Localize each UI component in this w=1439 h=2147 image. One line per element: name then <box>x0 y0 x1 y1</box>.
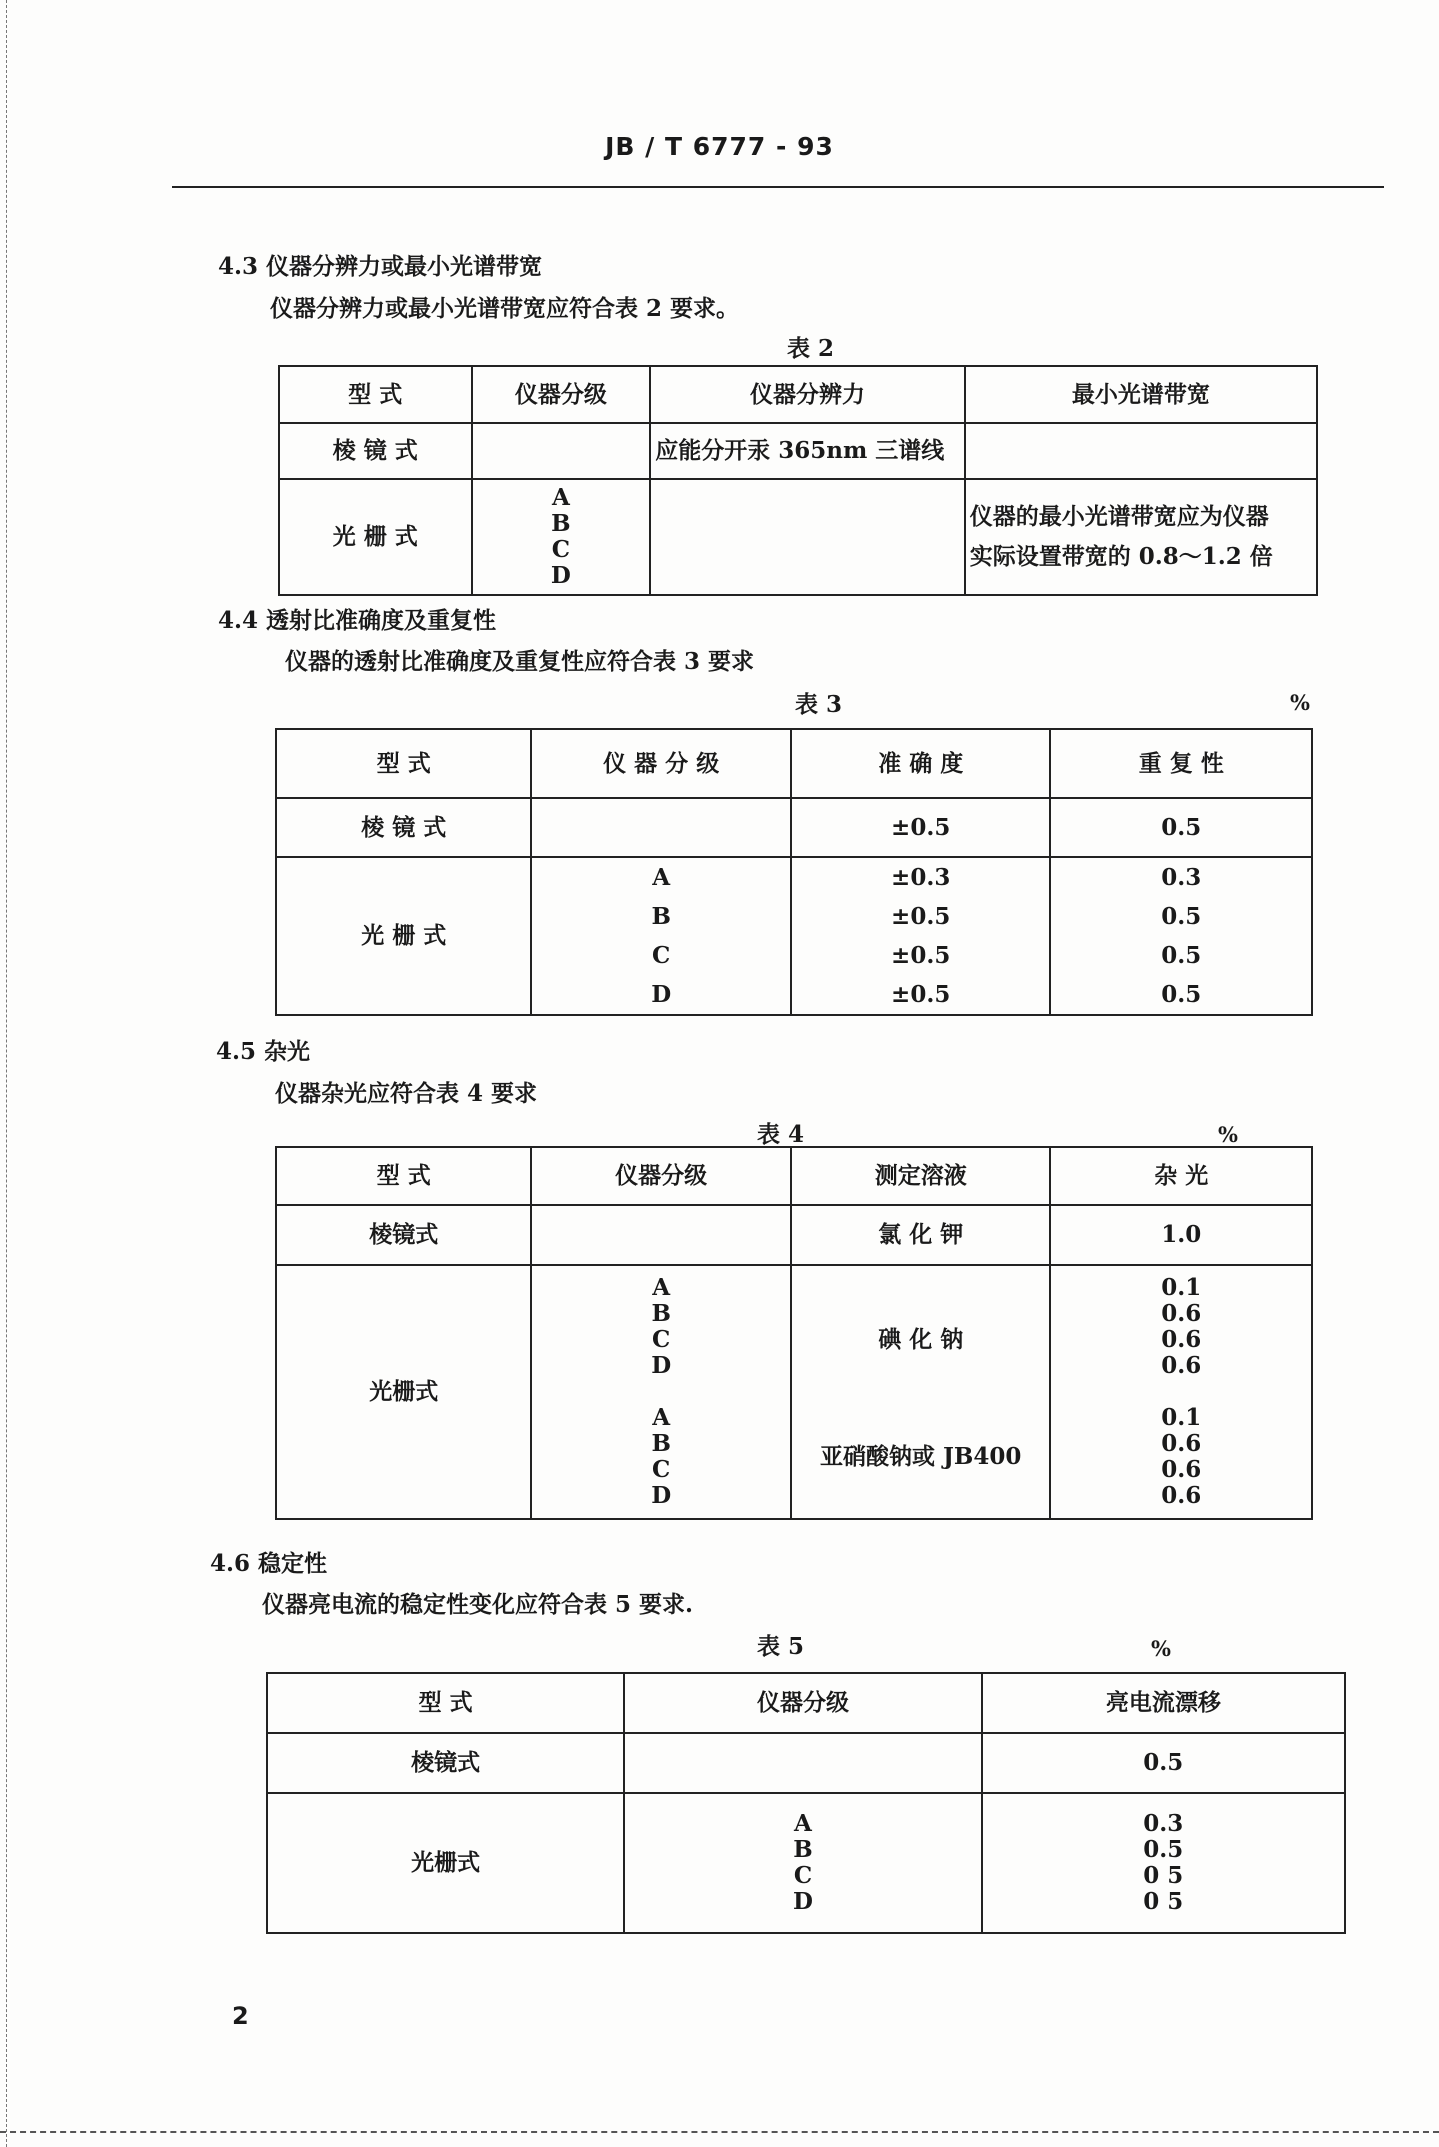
stray1-c: 0.6 <box>1161 1326 1202 1353</box>
section-4-5-heading: 4.5 杂光 <box>216 1038 311 1065</box>
section-4-6-heading: 4.6 稳定性 <box>210 1550 328 1577</box>
table-3 <box>275 728 1313 1016</box>
table-3-prism-accuracy: ±0.5 <box>791 798 1051 857</box>
section-4-5-paragraph: 仪器杂光应符合表 4 要求 <box>275 1080 538 1107</box>
grade-b: B <box>651 903 671 930</box>
table-2-header-type: 型 式 <box>279 366 472 423</box>
drift-a: 0.3 <box>1143 1810 1184 1837</box>
table-2-grating-grades <box>472 479 651 595</box>
table-4-caption: 表 4 <box>757 1121 805 1148</box>
repeat-a: 0.3 <box>1161 864 1202 891</box>
grade-d: D <box>792 1888 813 1915</box>
stray2-d: 0.6 <box>1161 1482 1202 1509</box>
table-2-grating-type: 光 栅 式 <box>279 479 472 595</box>
table-3-prism-type: 棱 镜 式 <box>276 798 531 857</box>
table-5-grating-drift <box>982 1793 1345 1933</box>
table-4-prism-grade <box>531 1205 790 1265</box>
repeat-b: 0.5 <box>1161 903 1202 930</box>
table-5-caption: 表 5 <box>757 1633 805 1660</box>
table-2 <box>278 365 1318 596</box>
table-5-header-grade: 仪器分级 <box>624 1673 981 1733</box>
grade-d: D <box>651 1482 672 1509</box>
table-3-caption: 表 3 <box>795 691 843 718</box>
table-2-header-bandwidth: 最小光谱带宽 <box>965 366 1317 423</box>
grade-c: C <box>793 1862 813 1889</box>
section-4-4-paragraph: 仪器的透射比准确度及重复性应符合表 3 要求 <box>285 648 755 675</box>
table-5-grating-grades <box>624 1793 981 1933</box>
drift-b: 0.5 <box>1143 1836 1184 1863</box>
table-2-prism-grade <box>472 423 651 479</box>
accuracy-b: ±0.5 <box>891 903 951 930</box>
table-3-prism-grade <box>531 798 790 857</box>
accuracy-c: ±0.5 <box>891 942 951 969</box>
solution-nano2: 亚硝酸钠或 JB400 <box>820 1443 1022 1470</box>
table-3-grating-grades <box>531 857 790 1015</box>
grade-b: B <box>551 510 571 537</box>
table-4-header-stray: 杂 光 <box>1050 1147 1312 1205</box>
accuracy-a: ±0.3 <box>891 864 951 891</box>
table-5-grating-type: 光栅式 <box>267 1793 624 1933</box>
stray2-b: 0.6 <box>1161 1430 1202 1457</box>
repeat-d: 0.5 <box>1161 981 1202 1008</box>
table-3-grating-accuracy <box>791 857 1051 1015</box>
accuracy-d: ±0.5 <box>891 981 951 1008</box>
table-4-unit: % <box>1218 1122 1238 1147</box>
stray1-b: 0.6 <box>1161 1300 1202 1327</box>
drift-c: 0 5 <box>1143 1862 1184 1889</box>
table-4-prism-stray: 1.0 <box>1050 1205 1312 1265</box>
table-4-prism-solution: 氯 化 钾 <box>791 1205 1051 1265</box>
section-4-4-heading: 4.4 透射比准确度及重复性 <box>218 607 497 634</box>
section-4-3-heading: 4.3 仪器分辨力或最小光谱带宽 <box>218 253 543 280</box>
stray2-a: 0.1 <box>1161 1404 1202 1431</box>
table-2-caption: 表 2 <box>787 335 835 362</box>
stray1-d: 0.6 <box>1161 1352 1202 1379</box>
document-header: JB / T 6777 - 93 <box>605 132 834 161</box>
stray2-c: 0.6 <box>1161 1456 1202 1483</box>
grade-b: B <box>651 1430 671 1457</box>
table-4-grating-type: 光栅式 <box>276 1265 531 1519</box>
table-3-prism-repeat: 0.5 <box>1050 798 1312 857</box>
table-5-prism-type: 棱镜式 <box>267 1733 624 1793</box>
section-4-6-paragraph: 仪器亮电流的稳定性变化应符合表 5 要求. <box>262 1591 694 1618</box>
table-4-prism-type: 棱镜式 <box>276 1205 531 1265</box>
table-5-prism-grade <box>624 1733 981 1793</box>
table-3-grating-type: 光 栅 式 <box>276 857 531 1015</box>
page-number: 2 <box>232 2002 249 2030</box>
scan-bottom-edge <box>0 2131 1439 2133</box>
grade-b: B <box>651 1300 671 1327</box>
table-2-header-grade: 仪器分级 <box>472 366 651 423</box>
grade-a: A <box>551 484 570 511</box>
table-3-grating-repeat <box>1050 857 1312 1015</box>
table-5-prism-drift: 0.5 <box>982 1733 1345 1793</box>
section-4-3-paragraph: 仪器分辨力或最小光谱带宽应符合表 2 要求。 <box>270 295 740 322</box>
table-5 <box>266 1672 1346 1934</box>
header-rule <box>172 186 1384 188</box>
grade-c: C <box>652 1456 671 1483</box>
grade-c: C <box>551 536 571 563</box>
table-4-header-solution: 测定溶液 <box>791 1147 1051 1205</box>
grade-d: D <box>651 981 672 1008</box>
table-4-header-grade: 仪器分级 <box>531 1147 790 1205</box>
table-5-unit: % <box>1151 1636 1171 1661</box>
table-3-header-grade: 仪 器 分 级 <box>531 729 790 798</box>
table-3-header-accuracy: 准 确 度 <box>791 729 1051 798</box>
grade-a: A <box>652 864 671 891</box>
table-2-prism-resolution: 应能分开汞 365nm 三谱线 <box>650 423 964 479</box>
table-2-prism-type: 棱 镜 式 <box>279 423 472 479</box>
table-2-header-resolution: 仪器分辨力 <box>650 366 964 423</box>
grade-d: D <box>550 562 571 589</box>
drift-d: 0 5 <box>1143 1888 1184 1915</box>
grade-a: A <box>652 1274 671 1301</box>
table-5-header-drift: 亮电流漂移 <box>982 1673 1345 1733</box>
grade-c: C <box>652 942 671 969</box>
grade-c: C <box>652 1326 671 1353</box>
stray1-a: 0.1 <box>1161 1274 1202 1301</box>
grade-a: A <box>794 1810 812 1837</box>
solution-nai: 碘 化 钠 <box>878 1326 964 1353</box>
table-4-grating-solution <box>791 1265 1051 1519</box>
table-4-grating-stray <box>1050 1265 1312 1519</box>
scan-left-edge <box>6 0 7 2147</box>
table-3-unit: % <box>1290 690 1310 715</box>
table-4-header-type: 型 式 <box>276 1147 531 1205</box>
table-3-header-repeat: 重 复 性 <box>1050 729 1312 798</box>
table-3-header-type: 型 式 <box>276 729 531 798</box>
grade-b: B <box>793 1836 813 1863</box>
table-2-prism-bandwidth <box>965 423 1317 479</box>
table-4 <box>275 1146 1313 1520</box>
table-2-grating-bandwidth <box>965 479 1317 595</box>
grade-d: D <box>651 1352 672 1379</box>
grade-a: A <box>652 1404 671 1431</box>
bandwidth-line-2: 实际设置带宽的 0.8～1.2 倍 <box>969 543 1273 570</box>
repeat-c: 0.5 <box>1161 942 1202 969</box>
table-5-header-type: 型 式 <box>267 1673 624 1733</box>
bandwidth-line-1: 仪器的最小光谱带宽应为仪器 <box>969 503 1269 530</box>
table-4-grating-grades <box>531 1265 790 1519</box>
table-2-grating-resolution <box>650 479 964 595</box>
